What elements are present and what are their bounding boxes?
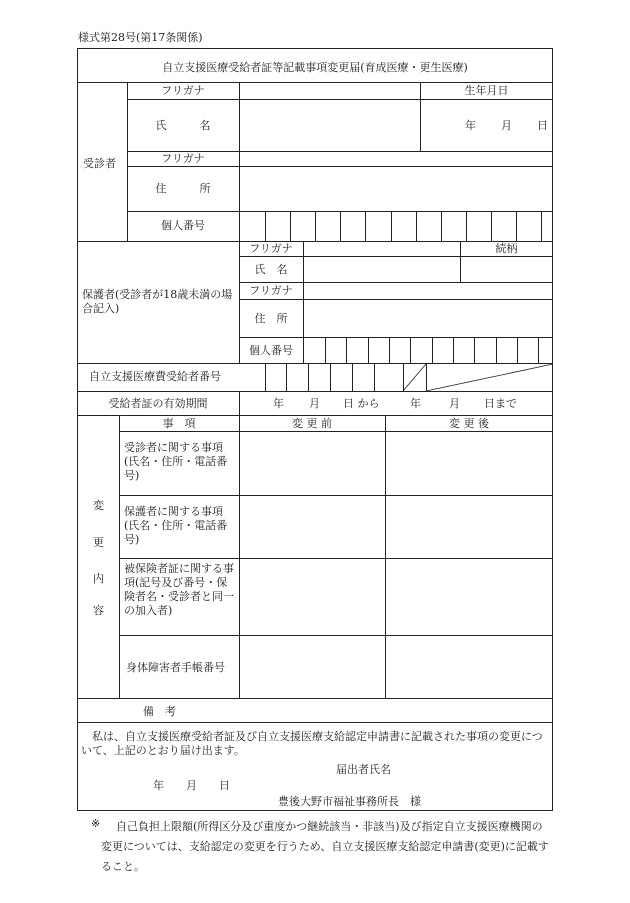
validity-year2: 年 xyxy=(410,397,421,410)
divider xyxy=(77,415,553,416)
changes-section-char-1: 変 xyxy=(93,499,104,512)
validity-day-from: 日 から xyxy=(343,397,380,410)
changes-section-char-3: 内 xyxy=(93,572,104,585)
patient-birth-label: 生年月日 xyxy=(464,84,509,97)
guardian-address-label: 住 所 xyxy=(254,312,288,325)
guardian-id-label: 個人番号 xyxy=(249,344,293,357)
validity-day-until: 日まで xyxy=(484,397,517,410)
validity-label: 受給者証の有効期間 xyxy=(108,397,208,410)
guardian-name-label: 氏 名 xyxy=(254,263,288,276)
changes-col-before: 変 更 前 xyxy=(292,417,332,430)
changes-section-char-4: 容 xyxy=(93,604,104,617)
form-number: 様式第28号(第17条関係) xyxy=(78,31,203,44)
change-item-patient: 受診者に関する事項(氏名・住所・電話番号) xyxy=(124,441,228,482)
change-item-insurance: 被保険者証に関する事項(記号及び番号・保険者名・受診者と同一の加入者) xyxy=(124,562,234,617)
patient-furigana2-label: フリガナ xyxy=(161,152,205,165)
patient-section-label: 受診者 xyxy=(83,157,116,170)
addressee: 豊後大野市福祉事務所長 様 xyxy=(278,795,421,808)
divider xyxy=(77,722,553,723)
guardian-furigana-label: フリガナ xyxy=(249,242,293,255)
change-item-disability-book: 身体障害者手帳番号 xyxy=(126,661,225,674)
birth-month-label: 月 xyxy=(501,119,512,132)
validity-month2: 月 xyxy=(449,397,460,410)
changes-col-after: 変 更 後 xyxy=(449,417,489,430)
guardian-relation-label: 続柄 xyxy=(495,242,518,255)
change-item-guardian: 保護者に関する事項(氏名・住所・電話番号) xyxy=(124,505,228,546)
recipient-number-label: 自立支援医療費受給者番号 xyxy=(89,370,221,383)
declaration-text: 私は、自立支援医療受給者証及び自立支援医療支給認定申請書に記載された事項の変更について、上記のとおり届け出ます。 xyxy=(81,730,543,757)
note-text: 自己負担上限額(所得区分及び重度かつ継続該当・非該当)及び指定自立支援医療機関の変更については、支給認定の変更を行うため、自立支援医療支給認定申請書(変更)に記載すること。 xyxy=(101,820,549,873)
birth-day-label: 日 xyxy=(537,119,548,132)
validity-year1: 年 xyxy=(273,397,284,410)
declaration-date: 年 月 日 xyxy=(153,779,230,792)
patient-furigana-label: フリガナ xyxy=(161,84,205,97)
birth-year-label: 年 xyxy=(465,119,476,132)
patient-name-label: 氏 名 xyxy=(155,119,211,132)
patient-address-label: 住 所 xyxy=(155,182,211,195)
form-title: 自立支援医療受給者証等記載事項変更届(育成医療・更生医療) xyxy=(162,61,468,74)
divider xyxy=(77,698,553,699)
patient-id-label: 個人番号 xyxy=(161,219,205,232)
signer-label: 届出者氏名 xyxy=(336,763,391,776)
validity-month1: 月 xyxy=(309,397,320,410)
note-mark: ※ xyxy=(91,817,101,830)
changes-col-item: 事 項 xyxy=(162,417,196,430)
remarks-label: 備 考 xyxy=(143,705,176,718)
guardian-furigana2-label: フリガナ xyxy=(249,284,293,297)
changes-section-char-2: 更 xyxy=(93,536,104,549)
guardian-section-label: 保護者(受診者が18歳未満の場合記入) xyxy=(82,288,233,315)
